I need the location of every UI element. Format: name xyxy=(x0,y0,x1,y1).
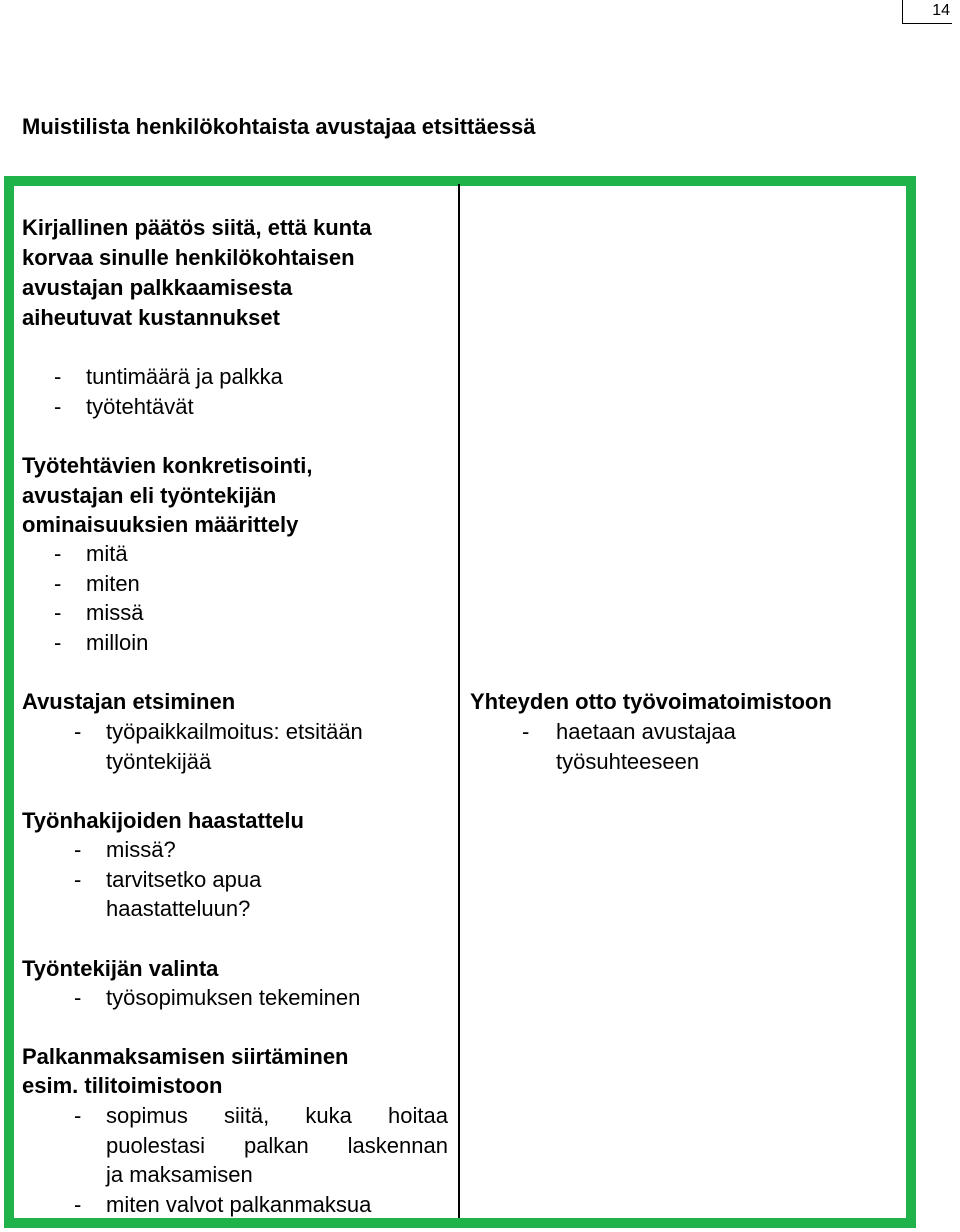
list-item-agreement-line-1 xyxy=(106,1101,448,1131)
word: palkan xyxy=(243,1133,309,1158)
list-item-job-ad-line-2: työntekijää xyxy=(106,749,212,774)
word: kuka xyxy=(305,1103,352,1128)
payroll-heading-line-1: Palkanmaksamisen siirtäminen xyxy=(22,1044,349,1069)
list-item-hours-and-pay: tuntimäärä ja palkka xyxy=(86,364,283,389)
list-dash: - xyxy=(74,719,82,744)
duties-heading-line-1: Työtehtävien konkretisointi, xyxy=(22,453,313,478)
list-dash: - xyxy=(54,364,62,389)
employment-office-heading: Yhteyden otto työvoimatoimistoon xyxy=(470,689,832,714)
list-item-monitor-pay: miten valvot palkanmaksua xyxy=(106,1192,372,1217)
word: hoitaa xyxy=(388,1103,448,1128)
word: sopimus xyxy=(106,1103,188,1128)
list-dash: - xyxy=(74,1192,82,1217)
duties-heading-line-3: ominaisuuksien määrittely xyxy=(22,512,299,537)
payroll-heading-line-2: esim. tilitoimistoon xyxy=(22,1073,223,1098)
page-title: Muistilista henkilökohtaista avustajaa etsittäessä xyxy=(22,114,536,139)
page-number: 14 xyxy=(902,0,952,24)
list-item-interview-help-line-1: tarvitsetko apua xyxy=(106,867,262,892)
decision-heading-line-1: Kirjallinen päätös siitä, että kunta xyxy=(22,215,372,240)
decision-heading-line-4: aiheutuvat kustannukset xyxy=(22,305,280,330)
selection-heading: Työntekijän valinta xyxy=(22,956,219,981)
decision-heading-line-2: korvaa sinulle henkilökohtaisen xyxy=(22,245,355,270)
list-item-seek-assistant-line-1: haetaan avustajaa xyxy=(556,719,736,744)
column-divider xyxy=(458,184,460,1218)
list-dash: - xyxy=(74,1103,82,1128)
list-dash: - xyxy=(54,541,62,566)
list-dash: - xyxy=(74,837,82,862)
list-item-interview-where: missä? xyxy=(106,837,176,862)
list-item-seek-assistant-line-2: työsuhteeseen xyxy=(556,749,700,774)
list-dash: - xyxy=(54,394,62,419)
list-dash: - xyxy=(54,600,62,625)
decision-heading-line-3: avustajan palkkaamisesta xyxy=(22,275,293,300)
word: siitä, xyxy=(224,1103,270,1128)
list-dash: - xyxy=(74,867,82,892)
list-dash: - xyxy=(54,571,62,596)
word: puolestasi xyxy=(106,1133,206,1158)
list-item-interview-help-line-2: haastatteluun? xyxy=(106,896,251,921)
list-item-agreement-line-2 xyxy=(106,1131,448,1161)
list-dash: - xyxy=(74,985,82,1010)
list-item-duties: työtehtävät xyxy=(86,394,194,419)
interview-heading: Työnhakijoiden haastattelu xyxy=(22,808,304,833)
list-item-when: milloin xyxy=(86,630,149,655)
list-dash: - xyxy=(522,719,530,744)
search-heading: Avustajan etsiminen xyxy=(22,689,236,714)
list-item-where: missä xyxy=(86,600,144,625)
list-item-agreement-line-3: ja maksamisen xyxy=(106,1162,253,1187)
list-item-what: mitä xyxy=(86,541,128,566)
duties-heading-line-2: avustajan eli työntekijän xyxy=(22,483,277,508)
list-item-job-ad-line-1: työpaikkailmoitus: etsitään xyxy=(106,719,363,744)
list-item-how: miten xyxy=(86,571,140,596)
list-item-contract: työsopimuksen tekeminen xyxy=(106,985,361,1010)
word: laskennan xyxy=(347,1133,448,1158)
list-dash: - xyxy=(54,630,62,655)
